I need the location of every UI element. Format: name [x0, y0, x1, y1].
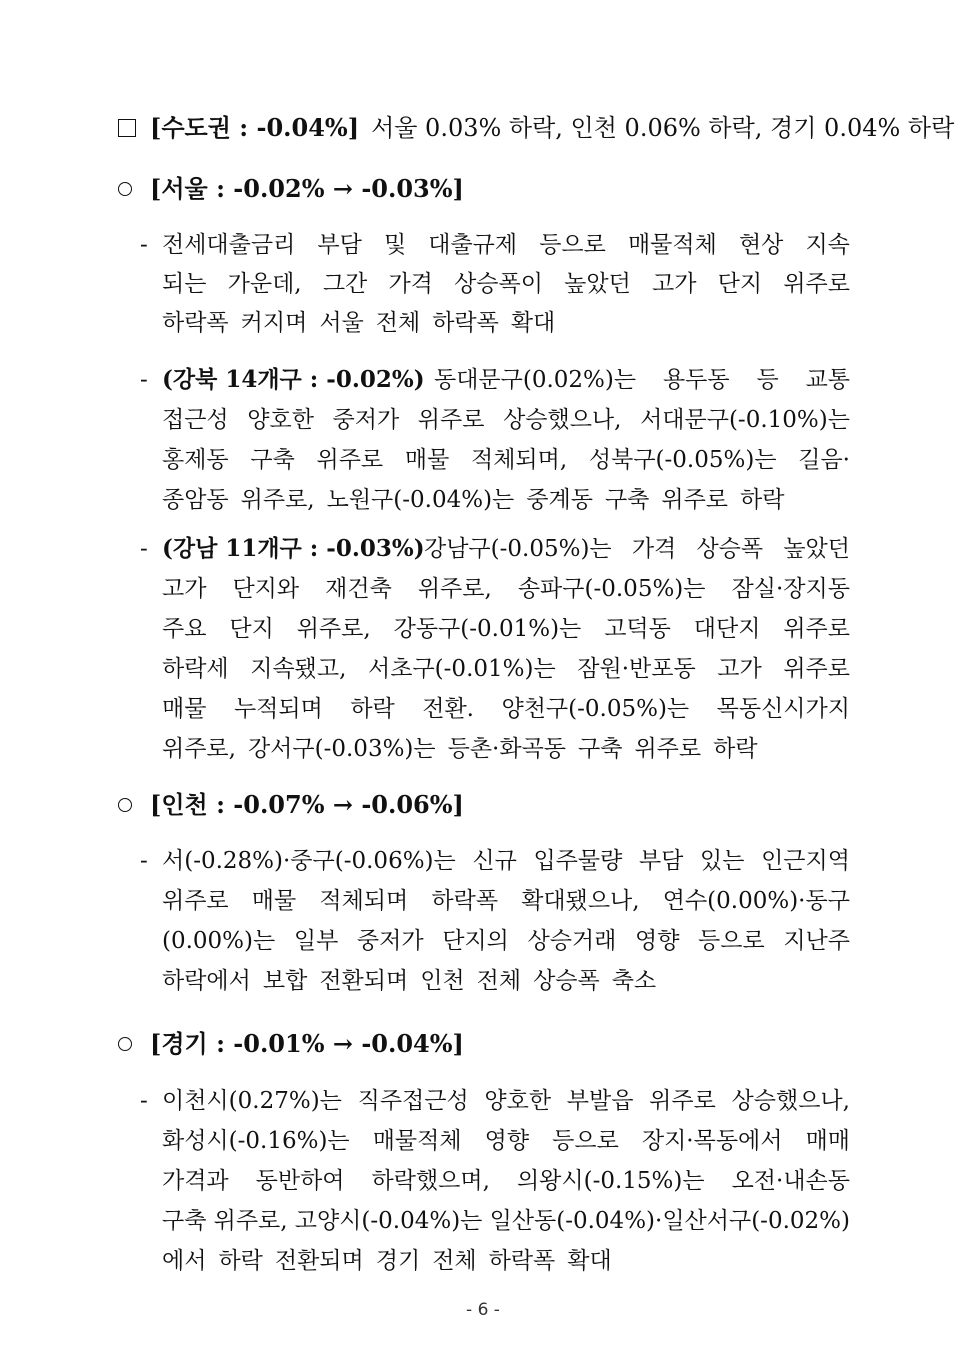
dash-bullet: -	[140, 1088, 148, 1114]
word: 전체	[432, 1248, 477, 1274]
word: 이천시(0.27%)는	[162, 1088, 342, 1114]
word: 확대	[567, 1248, 612, 1274]
word: 위주로,	[162, 736, 236, 762]
word: 매물	[162, 696, 207, 722]
word: 부담	[638, 848, 684, 874]
word: 용두동	[662, 367, 730, 393]
word: 하락	[218, 1248, 263, 1274]
word: 하락	[713, 736, 758, 762]
word: 인천	[420, 968, 465, 994]
text-line	[162, 614, 850, 644]
text-line	[162, 269, 850, 299]
word: 인근지역	[761, 848, 850, 874]
circle-bullet-icon	[118, 798, 132, 812]
word: 구축	[604, 487, 650, 513]
subheading-label: (강북 14개구 : -0.02%)	[162, 366, 425, 393]
word: 하락했으며,	[371, 1168, 490, 1194]
text-line	[162, 574, 850, 604]
word: 위주로,	[296, 616, 371, 642]
word: 매매	[805, 1128, 850, 1154]
incheon-heading	[118, 790, 464, 820]
word: 서(-0.28%)·중구(-0.06%)는	[162, 848, 456, 874]
seoul-heading	[118, 174, 464, 204]
word: 신규	[472, 848, 517, 874]
word: 강서구(-0.03%)는	[247, 736, 436, 762]
word: 하락	[350, 696, 395, 722]
word: 위주로	[661, 487, 729, 513]
word: 누적되며	[233, 696, 323, 722]
word: 홍제동	[162, 447, 229, 473]
word: 상승했으나,	[731, 1088, 850, 1114]
text-line	[434, 365, 850, 395]
word: 매물	[251, 888, 297, 914]
word: 현상	[738, 232, 784, 258]
word: 입주물량	[533, 848, 623, 874]
word: 등으로	[698, 928, 765, 954]
word: 매물적체	[627, 232, 717, 258]
text-line	[162, 846, 850, 876]
word: 지속	[805, 232, 850, 258]
word: 확대	[510, 310, 556, 336]
word: 하락	[740, 487, 785, 513]
text-line	[162, 485, 850, 515]
capital-heading	[118, 113, 954, 143]
word: 가격	[631, 536, 677, 562]
word: 일부	[293, 928, 339, 954]
word: 부담	[317, 232, 362, 258]
word: 단지	[717, 271, 763, 297]
text-line	[424, 534, 850, 564]
word: 접근성	[162, 407, 229, 433]
word: 전환되며	[319, 968, 409, 994]
gyeonggi-heading	[118, 1029, 464, 1059]
word: 전체	[375, 310, 421, 336]
dash-bullet: -	[140, 848, 148, 874]
word: 확대됐으나,	[521, 888, 640, 914]
word: 위주로,	[213, 1208, 288, 1234]
word: 높았던	[783, 536, 850, 562]
text-line	[162, 654, 850, 684]
word: 양호한	[247, 407, 314, 433]
word: 목동신시가지	[716, 696, 850, 722]
word: 영향	[634, 928, 680, 954]
text-line	[162, 966, 850, 996]
word: 고덕동	[604, 616, 671, 642]
word: 영향	[484, 1128, 530, 1154]
word: 하락폭	[432, 310, 499, 336]
word: 가격	[388, 271, 433, 297]
word: 고가	[652, 271, 697, 297]
text-line	[162, 1246, 850, 1276]
word: 상승폭	[696, 536, 764, 562]
word: 단지와	[232, 576, 300, 602]
word: 연수(0.00%)·동구	[662, 888, 850, 914]
text-line	[162, 734, 850, 764]
dash-bullet: -	[140, 232, 148, 258]
word: 화성시(-0.16%)는	[162, 1128, 350, 1154]
word: 위주로	[649, 1088, 716, 1114]
dash-bullet: -	[140, 367, 148, 393]
word: 등촌·화곡동	[447, 736, 567, 762]
word: 고가	[717, 656, 762, 682]
word: 및	[383, 232, 407, 258]
word: 상승폭이	[454, 271, 543, 297]
word: 위주로	[634, 736, 702, 762]
word: 주요	[162, 616, 207, 642]
word: 등	[756, 367, 779, 393]
circle-bullet-icon	[118, 1037, 132, 1051]
dash-bullet: -	[140, 536, 148, 562]
word: 단지의	[442, 928, 509, 954]
word: 직주접근성	[357, 1088, 469, 1114]
word: 종암동	[162, 487, 229, 513]
word: 지난주	[783, 928, 850, 954]
word: 적체되며,	[471, 447, 568, 473]
word: 지속됐고,	[250, 656, 347, 682]
word: 가운데,	[227, 271, 302, 297]
gyeonggi-head: [경기 : -0.01% → -0.04%]	[150, 1029, 464, 1058]
word: 위주로	[316, 447, 384, 473]
word: 하락폭	[431, 888, 499, 914]
word: 커지며	[240, 310, 308, 336]
word: 대단지	[693, 616, 761, 642]
word: 동대문구(0.02%)는	[434, 367, 637, 393]
word: 상승폭	[533, 968, 600, 994]
text-line	[162, 1206, 850, 1236]
word: 가격과	[162, 1168, 229, 1194]
word: 강남구(-0.05%)는	[424, 536, 612, 562]
word: 등으로	[539, 232, 606, 258]
word: 적체되며	[319, 888, 409, 914]
word: 축소	[611, 968, 657, 994]
word: 의왕시(-0.15%)는	[516, 1168, 705, 1194]
word: 송파구(-0.05%)는	[517, 576, 706, 602]
word: 전환되며	[274, 1248, 364, 1274]
checkbox-icon	[118, 119, 136, 137]
word: 위주로,	[417, 576, 492, 602]
text-line	[162, 886, 850, 916]
word: 경기	[375, 1248, 421, 1274]
word: 길음·	[798, 447, 850, 473]
word: 중저가	[332, 407, 400, 433]
word: 동반하여	[255, 1168, 345, 1194]
word: 양천구(-0.05%)는	[501, 696, 690, 722]
word: 단지	[229, 616, 274, 642]
word: 매물	[404, 447, 450, 473]
word: 오전·내손동	[731, 1168, 850, 1194]
word: 구축	[250, 447, 295, 473]
text-line	[162, 230, 850, 260]
word: 위주로	[417, 407, 485, 433]
word: 상승거래	[527, 928, 617, 954]
word: 중계동	[526, 487, 593, 513]
word: 양호한	[484, 1088, 552, 1114]
text-line	[162, 308, 850, 338]
word: 교통	[805, 367, 850, 393]
capital-text: 서울 0.03% 하락, 인천 0.06% 하락, 경기 0.04% 하락	[371, 114, 955, 142]
word: 구축	[162, 1208, 207, 1234]
word: 서울	[319, 310, 364, 336]
word: 상승했으나,	[503, 407, 622, 433]
incheon-head: [인천 : -0.07% → -0.06%]	[150, 790, 464, 819]
word: 위주로	[162, 888, 229, 914]
text-line	[162, 405, 850, 435]
word: 서대문구(-0.10%)는	[640, 407, 850, 433]
word: 보합	[262, 968, 308, 994]
word: 잠실·장지동	[731, 576, 850, 602]
word: 위주로,	[240, 487, 315, 513]
word: 중저가	[356, 928, 424, 954]
text-line	[162, 1166, 850, 1196]
text-line	[162, 926, 850, 956]
word: 위주로	[783, 616, 850, 642]
word: 위주로	[783, 656, 850, 682]
word: 등으로	[552, 1128, 619, 1154]
word: 매물적체	[372, 1128, 462, 1154]
word: 재건축	[325, 576, 392, 602]
text-line	[162, 1126, 850, 1156]
word: 장지·목동에서	[641, 1128, 783, 1154]
word: 고가	[162, 576, 207, 602]
word: 구축	[578, 736, 623, 762]
word: 부발읍	[566, 1088, 634, 1114]
text-line	[162, 694, 850, 724]
word: 에서	[162, 1248, 207, 1274]
page-number: - 6 -	[466, 1300, 500, 1320]
word: 전세대출금리	[162, 232, 296, 258]
text-line	[162, 445, 850, 475]
word: 대출규제	[428, 232, 518, 258]
seoul-head: [서울 : -0.02% → -0.03%]	[150, 174, 464, 203]
word: 하락폭	[488, 1248, 556, 1274]
word: 있는	[700, 848, 745, 874]
word: 하락폭	[162, 310, 229, 336]
word: 위주로	[783, 271, 850, 297]
word: 잠원·반포동	[577, 656, 696, 682]
circle-bullet-icon	[118, 182, 132, 196]
word: 전환.	[422, 696, 474, 722]
subheading-label: (강남 11개구 : -0.03%)	[162, 535, 425, 562]
text-line	[162, 1086, 850, 1116]
capital-head: [수도권 : -0.04%]	[150, 113, 360, 142]
word: 서초구(-0.01%)는	[368, 656, 556, 682]
word: 되는	[162, 271, 207, 297]
word: 성북구(-0.05%)는	[588, 447, 777, 473]
word: 일산동(-0.04%)·일산서구(-0.02%)	[489, 1208, 850, 1234]
word: 하락에서	[162, 968, 251, 994]
word: 그간	[322, 271, 368, 297]
word: (0.00%)는	[162, 928, 276, 954]
word: 고양시(-0.04%)는	[294, 1208, 483, 1234]
word: 강동구(-0.01%)는	[393, 616, 582, 642]
word: 높았던	[564, 271, 631, 297]
word: 하락세	[162, 656, 229, 682]
word: 노원구(-0.04%)는	[326, 487, 515, 513]
word: 전체	[476, 968, 522, 994]
